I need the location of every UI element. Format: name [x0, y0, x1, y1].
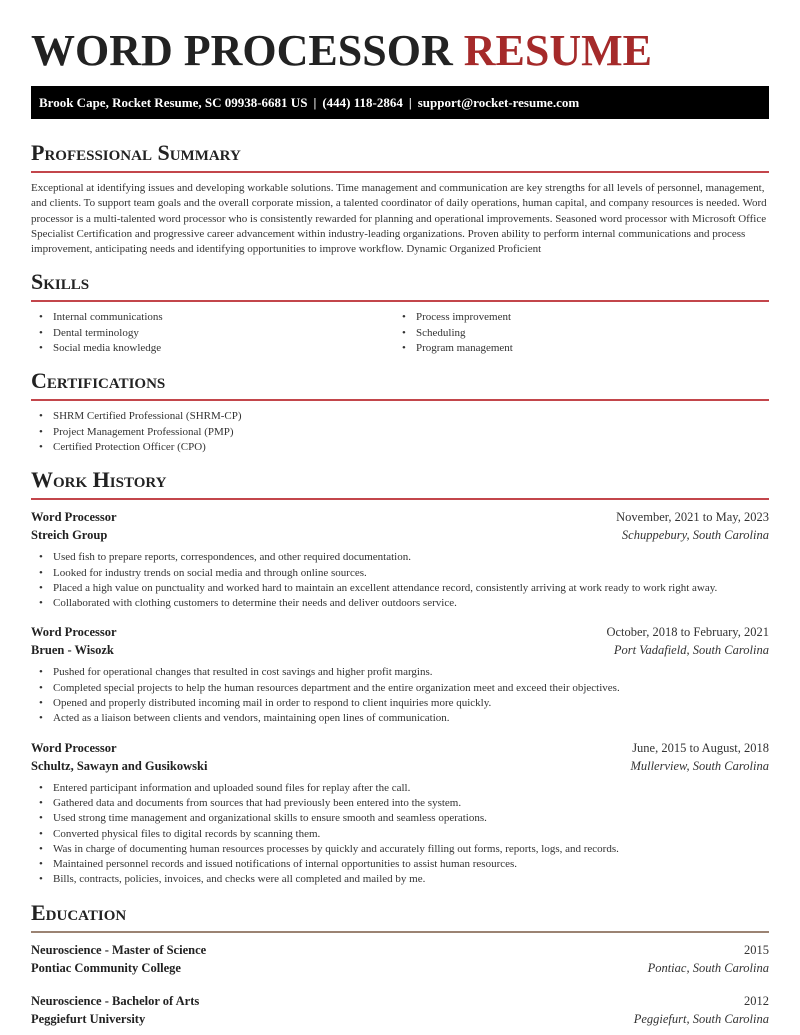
section-divider: [31, 171, 769, 173]
job-dates: November, 2021 to May, 2023: [616, 510, 769, 525]
work-history-section: [31, 467, 769, 887]
education-degree: Neuroscience - Master of Science: [31, 942, 207, 957]
contact-bar: [31, 86, 769, 119]
job-title: Word Processor: [31, 510, 117, 525]
education-degree-row: [31, 992, 769, 1010]
education-location: Pontiac, South Carolina: [647, 960, 769, 975]
skills-list-left: [31, 310, 394, 356]
section-heading-work-history: Work History: [31, 467, 167, 493]
education-entry: [31, 941, 769, 977]
section-divider: [31, 931, 769, 933]
contact-separator: |: [313, 95, 317, 110]
education-entry: [31, 992, 769, 1028]
job-duties: [31, 550, 769, 611]
job-location: Schuppebury, South Carolina: [621, 528, 769, 543]
job-company-row: [31, 526, 769, 544]
job-title: Word Processor: [31, 625, 117, 640]
section-heading-skills: Skills: [31, 269, 90, 295]
section-divider: [31, 300, 769, 302]
education-section: [31, 900, 769, 1028]
job-company-row: [31, 641, 769, 659]
job-header-row: [31, 623, 769, 641]
education-school: Pontiac Community College: [31, 960, 181, 975]
job-dates: October, 2018 to February, 2021: [606, 625, 769, 640]
job-duty: • Maintained personnel records and issued notifications of internal opportunities to assist human resources.: [31, 857, 769, 872]
job-duty: • Collaborated with clothing customers to determine their needs and deliver outdoors service.: [31, 596, 769, 611]
certifications-section: [31, 368, 769, 455]
section-divider: [31, 498, 769, 500]
job-company: Schultz, Sawayn and Gusikowski: [31, 758, 208, 773]
job-duty: • Pushed for operational changes that resulted in cost savings and higher profit margins.: [31, 665, 769, 680]
summary-section: [31, 140, 769, 257]
contact-separator: |: [408, 95, 412, 110]
section-divider: [31, 399, 769, 401]
job-duty: • Placed a high value on punctuality and worked hard to maintain an excellent attendance record, consistently arriving at work ready to work right away.: [31, 581, 769, 596]
education-school-row: [31, 1010, 769, 1028]
skill-item: • Program management: [394, 341, 757, 356]
job-duty: • Used strong time management and organizational skills to ensure smooth and seamless operations.: [31, 811, 769, 826]
education-year: 2015: [744, 942, 769, 957]
skill-item: • Process improvement: [394, 310, 757, 325]
title-main: WORD PROCESSOR: [31, 26, 453, 75]
summary-text: Exceptional at identifying issues and developing workable solutions. Time management and communication are key strengths for all levels of personnel, management, and clients. To support team goals and the overall corporate mission, a talented coordinator of daily operations, human capital, and company resources is needed. Word processor is a multi-talented word processor who is consistently rewarded for planning and operational improvements. Seasoned word processor with Microsoft Office Specialist Certification and progressive career advancement within industry-leading organizations. Proven ability to perform internal communications and process improvement, anticipating needs and identifying opportunities to improve workflow. Dynamic Organized Proficient: [31, 182, 767, 256]
section-heading-certifications: Certifications: [31, 368, 166, 394]
job-dates: June, 2015 to August, 2018: [632, 740, 769, 755]
job-duties: [31, 665, 769, 726]
job-company: Bruen - Wisozk: [31, 643, 114, 658]
contact-address: Brook Cape, Rocket Resume, SC 09938-6681 US: [39, 95, 308, 110]
job-location: Mullerview, South Carolina: [630, 758, 769, 773]
job-location: Port Vadafield, South Carolina: [613, 643, 769, 658]
job-duty: • Was in charge of documenting human resources processes by quickly and accurately filling out forms, reports, logs, and records.: [31, 842, 769, 857]
contact-phone: (444) 118-2864: [322, 95, 403, 110]
skill-item: • Internal communications: [31, 310, 394, 325]
job-duty: • Opened and properly distributed incoming mail in order to respond to client inquiries more quickly.: [31, 696, 769, 711]
job-duty: • Looked for industry trends on social media and through online sources.: [31, 566, 769, 581]
job-entry: [31, 508, 769, 611]
education-school-row: [31, 959, 769, 977]
skills-columns: [31, 310, 769, 356]
job-duty: • Completed special projects to help the human resources department and the entire organization meet and exceed their objectives.: [31, 681, 769, 696]
job-entry: [31, 623, 769, 726]
certifications-list: [31, 409, 769, 455]
job-entry: [31, 739, 769, 888]
skills-list-right: [394, 310, 757, 356]
education-degree: Neuroscience - Bachelor of Arts: [31, 993, 200, 1008]
skill-item: • Scheduling: [394, 326, 757, 341]
contact-email[interactable]: support@rocket-resume.com: [417, 95, 580, 110]
skills-section: [31, 269, 769, 356]
job-duty: • Converted physical files to digital records by scanning them.: [31, 827, 769, 842]
job-header-row: [31, 739, 769, 757]
education-year: 2012: [744, 993, 769, 1008]
job-header-row: [31, 508, 769, 526]
job-duty: • Gathered data and documents from sources that had previously been entered into the system.: [31, 796, 769, 811]
job-title: Word Processor: [31, 740, 117, 755]
job-duty: • Used fish to prepare reports, correspondences, and other required documentation.: [31, 550, 769, 565]
job-duty: • Entered participant information and uploaded sound files for replay after the call.: [31, 781, 769, 796]
job-company: Streich Group: [31, 528, 108, 543]
certification-item: • SHRM Certified Professional (SHRM-CP): [31, 409, 769, 424]
job-company-row: [31, 757, 769, 775]
skill-item: • Social media knowledge: [31, 341, 394, 356]
certification-item: • Certified Protection Officer (CPO): [31, 440, 769, 455]
certification-item: • Project Management Professional (PMP): [31, 425, 769, 440]
job-duties: [31, 781, 769, 888]
section-heading-education: Education: [31, 899, 127, 925]
education-school: Peggiefurt University: [31, 1011, 146, 1026]
job-duty: • Acted as a liaison between clients and vendors, maintaining open lines of communication.: [31, 711, 769, 726]
job-duty: • Bills, contracts, policies, invoices, and checks were all completed and mailed by me.: [31, 872, 769, 887]
education-location: Peggiefurt, South Carolina: [633, 1011, 769, 1026]
section-heading-summary: Professional Summary: [31, 140, 241, 165]
title-accent: RESUME: [463, 26, 652, 75]
skill-item: • Dental terminology: [31, 326, 394, 341]
resume-title: [31, 28, 769, 74]
education-degree-row: [31, 941, 769, 959]
